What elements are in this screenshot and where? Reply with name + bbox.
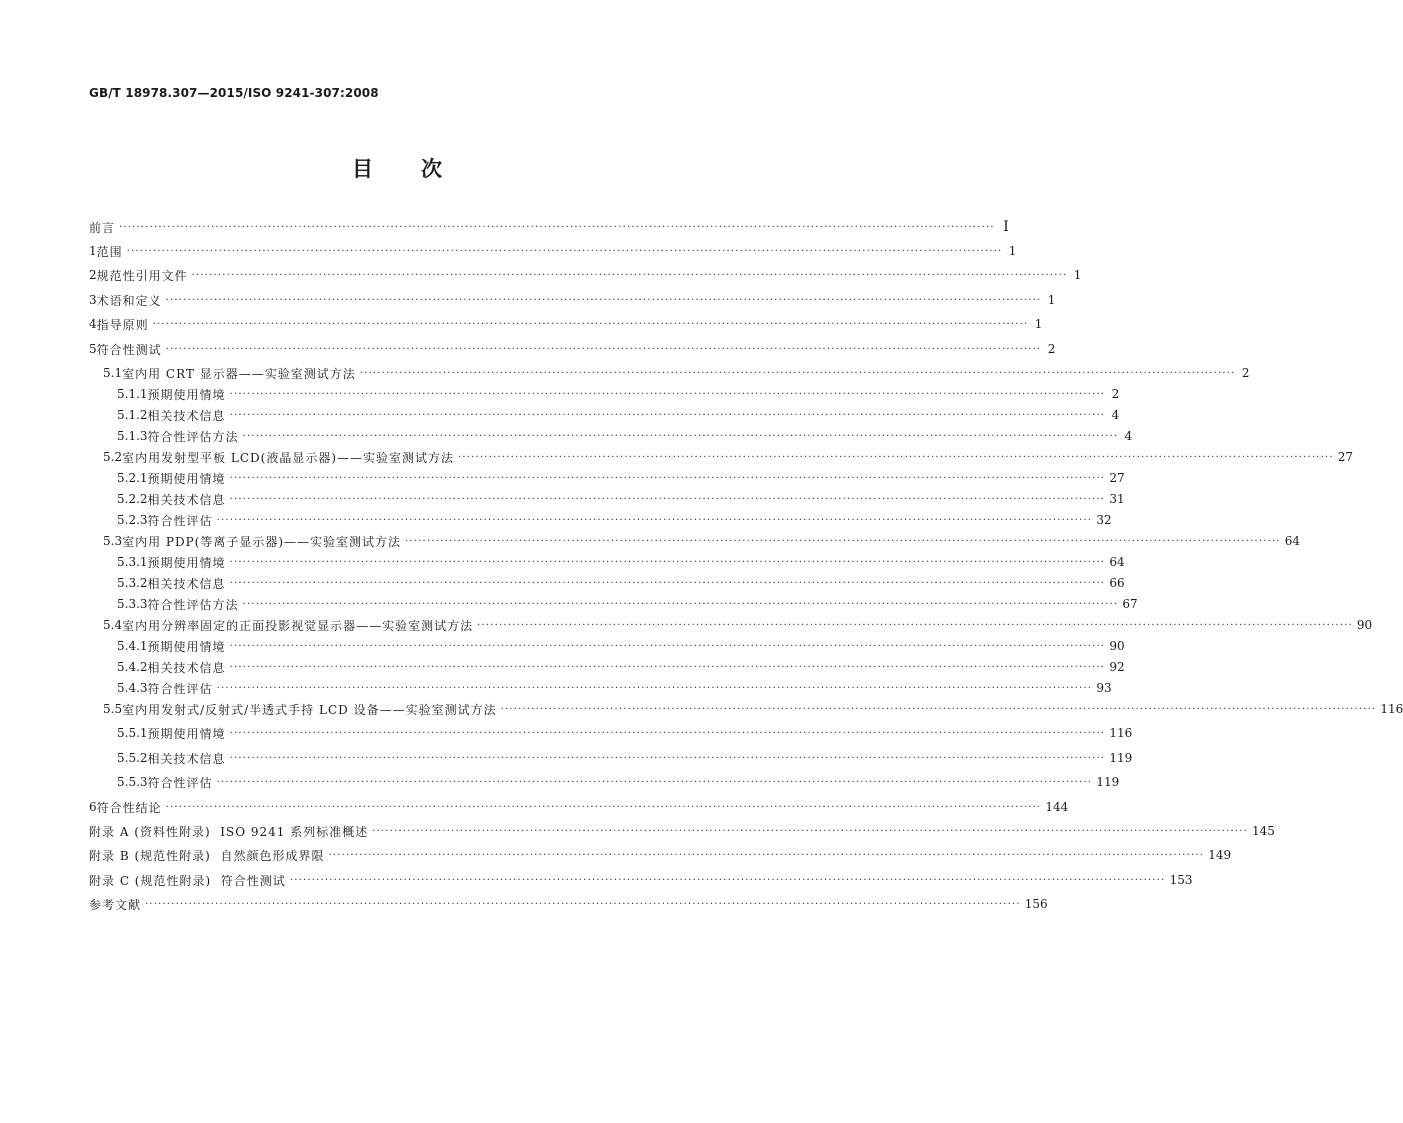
toc-entry[interactable] [117,749,1133,767]
toc-leader-dots: ········································································································································································································ [405,535,1281,547]
toc-entry-page: 27 [1109,471,1125,485]
toc-entry-number: 5.5 [103,702,123,716]
toc-entry-page: 1 [1034,317,1043,331]
toc-entry-label: 室内用分辨率固定的正面投影视觉显示器——实验室测试方法 [122,618,474,633]
toc-entry-number: 5.4 [103,618,123,632]
toc-leader-dots: ········································································································································································································ [289,874,1166,886]
toc-entry-label: 符合性评估 [147,513,213,528]
toc-leader-dots: ········································································································································································································ [328,849,1205,861]
toc-leader-dots: ········································································································································································································ [165,343,1042,355]
toc-entry-number: 5.2 [103,450,123,464]
toc-entry-page: 144 [1045,800,1069,814]
toc-entry-label: 范围 [96,244,123,259]
toc-leader-dots: ········································································································································································································ [477,619,1353,631]
toc-entry-label: 相关技术信息 [147,576,226,591]
toc-entry-page: 156 [1024,897,1048,911]
toc-leader-dots: ········································································································································································································ [216,682,1093,694]
toc-entry-label: 符合性评估 [147,775,213,790]
toc-entry-page: 119 [1109,751,1133,765]
toc-entry[interactable] [117,511,1112,529]
toc-entry[interactable] [103,616,1373,634]
toc-entry-page: 4 [1124,429,1133,443]
toc-entry-page: 1 [1047,293,1056,307]
toc-leader-dots: ········································································································································································································ [126,245,1003,257]
toc-entry-number: 5.4.2 [117,660,148,674]
toc-entry[interactable] [117,773,1120,791]
toc-entry-label: 相关技术信息 [147,492,226,507]
toc-entry-page: 31 [1109,492,1125,506]
title-part-2: 次 [421,156,442,181]
toc-leader-dots: ········································································································································································································ [152,318,1029,330]
toc-entry-number: 5.4.3 [117,681,148,695]
toc-leader-dots: ········································································································································································································ [229,493,1106,505]
toc-entry-page: 4 [1111,408,1120,422]
toc-entry-number: 5.3.2 [117,576,148,590]
toc-entry[interactable] [89,242,1017,260]
toc-entry-number: 5.5.3 [117,775,148,789]
toc-entry[interactable] [117,490,1125,508]
toc-entry-number: 5.2.3 [117,513,148,527]
toc-leader-dots: ········································································································································································································ [119,221,995,233]
toc-leader-dots: ········································································································································································································ [229,577,1106,589]
toc-entry-label: 符合性评估 [147,681,213,696]
toc-leader-dots: ········································································································································································································ [359,367,1236,379]
toc-entry-page: I [1003,219,1009,235]
toc-entry-number: 5.1.2 [117,408,148,422]
toc-entry[interactable] [117,658,1125,676]
toc-entry-page: 2 [1241,366,1250,380]
toc-entry-number: 5.1 [103,366,123,380]
toc-leader-dots: ········································································································································································································ [229,640,1106,652]
toc-entry-page: 116 [1109,726,1133,740]
toc-entry[interactable] [89,315,1043,333]
toc-entry-page: 1 [1008,244,1017,258]
toc-entry-number: 5.3.1 [117,555,148,569]
toc-entry-label: 预期使用情境 [147,387,226,402]
toc-entry-label: 指导原则 [96,317,149,332]
toc-entry[interactable] [89,871,1193,889]
toc-entry[interactable] [89,291,1056,309]
toc-entry-page: 64 [1109,555,1125,569]
toc-leader-dots: ········································································································································································································ [191,269,1068,281]
toc-entry[interactable] [89,822,1275,840]
toc-leader-dots: ········································································································································································································ [229,409,1106,421]
toc-entry-number: 5 [89,342,97,356]
toc-entry[interactable] [117,679,1112,697]
toc-entry-number: 3 [89,293,97,307]
toc-entry-number: 5.5.2 [117,751,148,765]
toc-entry-label: 室内用发射式/反射式/半透式手持 LCD 设备——实验室测试方法 [122,702,497,717]
toc-entry-label: 附录 B (规范性附录) 自然颜色形成界限 [89,848,325,863]
toc-entry-number: 5.4.1 [117,639,148,653]
toc-entry[interactable] [103,448,1354,466]
toc-entry-label: 参考文献 [89,897,142,912]
toc-entry-page: 93 [1096,681,1112,695]
toc-entry-label: 符合性评估方法 [147,597,239,612]
toc-entry-page: 90 [1356,618,1373,632]
toc-leader-dots: ········································································································································································································ [145,898,1021,910]
toc-entry-page: 90 [1109,639,1125,653]
toc-leader-dots: ········································································································································································································ [165,294,1042,306]
toc-leader-dots: ········································································································································································································ [229,388,1106,400]
toc-leader-dots: ········································································································································································································ [229,661,1106,673]
toc-entry[interactable] [89,798,1069,816]
toc-entry[interactable] [89,340,1056,358]
toc-entry-number: 1 [89,244,97,258]
toc-entry-label: 预期使用情境 [147,639,226,654]
toc-entry-label: 室内用 CRT 显示器——实验室测试方法 [122,366,356,381]
toc-entry[interactable] [89,895,1048,913]
toc-leader-dots: ········································································································································································································ [229,472,1106,484]
toc-entry-page: 145 [1252,824,1275,838]
toc-entry-number: 5.1.1 [117,387,148,401]
toc-leader-dots: ········································································································································································································ [500,703,1377,715]
toc-entry-label: 符合性结论 [96,800,162,815]
toc-leader-dots: ········································································································································································································ [242,430,1119,442]
toc-entry-label: 前言 [89,220,116,235]
toc-entry-number: 4 [89,317,97,331]
toc-entry[interactable] [89,218,1009,236]
toc-entry-page: 1 [1073,268,1082,282]
toc-entry[interactable] [103,700,1403,718]
toc-entry-label: 预期使用情境 [147,471,226,486]
toc-entry-number: 5.3 [103,534,123,548]
toc-entry[interactable] [117,574,1125,592]
toc-entry-number: 5.5.1 [117,726,148,740]
toc-entry-label: 预期使用情境 [147,555,226,570]
toc-entry[interactable] [103,364,1250,382]
toc-entry-label: 规范性引用文件 [96,268,188,283]
toc-entry[interactable] [117,469,1125,487]
toc-entry-label: 相关技术信息 [147,408,226,423]
toc-entry[interactable] [117,637,1125,655]
toc-leader-dots: ········································································································································································································ [372,825,1249,837]
toc-leader-dots: ········································································································································································································ [229,556,1106,568]
page-title [0,153,794,183]
toc-entry-label: 预期使用情境 [147,726,226,741]
toc-entry[interactable] [103,532,1301,550]
toc-entry-page: 67 [1122,597,1138,611]
toc-entry-number: 5.3.3 [117,597,148,611]
toc-entry-label: 室内用发射型平板 LCD(液晶显示器)——实验室测试方法 [122,450,455,465]
toc-entry-number: 5.1.3 [117,429,148,443]
toc-entry-label: 附录 A (资料性附录) ISO 9241 系列标准概述 [89,824,369,839]
toc-leader-dots: ········································································································································································································ [229,727,1106,739]
toc-entry-page: 153 [1169,873,1193,887]
toc-entry-number: 6 [89,800,97,814]
toc-entry-page: 119 [1096,775,1120,789]
toc-entry[interactable] [117,595,1138,613]
toc-entry-page: 149 [1208,848,1232,862]
toc-entry-label: 室内用 PDP(等离子显示器)——实验室测试方法 [122,534,402,549]
toc-leader-dots: ········································································································································································································ [165,801,1042,813]
toc-entry-number: 2 [89,268,97,282]
toc-entry-label: 符合性评估方法 [147,429,239,444]
toc-entry-label: 相关技术信息 [147,751,226,766]
toc-entry[interactable] [117,427,1133,445]
toc-entry-number: 5.2.1 [117,471,148,485]
toc-entry[interactable] [117,553,1125,571]
toc-entry-label: 附录 C (规范性附录) 符合性测试 [89,873,286,888]
toc-entry[interactable] [117,385,1120,403]
toc-entry-number: 5.2.2 [117,492,148,506]
toc-entry-label: 相关技术信息 [147,660,226,675]
toc-entry[interactable] [89,266,1082,284]
title-part-1: 目 [352,156,373,181]
toc-leader-dots: ········································································································································································································ [229,752,1106,764]
toc-entry-label: 符合性测试 [96,342,162,357]
toc-entry-page: 64 [1284,534,1301,548]
toc-leader-dots: ········································································································································································································ [458,451,1334,463]
toc-entry-page: 66 [1109,576,1125,590]
toc-entry[interactable] [117,724,1133,742]
toc-leader-dots: ········································································································································································································ [216,776,1093,788]
document-code: GB/T 18978.307—2015/ISO 9241-307:2008 [89,86,379,100]
toc-leader-dots: ········································································································································································································ [242,598,1119,610]
toc-leader-dots: ········································································································································································································ [216,514,1093,526]
toc-entry[interactable] [89,846,1232,864]
toc-entry-page: 92 [1109,660,1125,674]
toc-entry-page: 2 [1047,342,1056,356]
toc-entry-label: 术语和定义 [96,293,162,308]
toc-entry[interactable] [117,406,1120,424]
toc-entry-page: 2 [1111,387,1120,401]
toc-entry-page: 116 [1380,702,1403,716]
toc-entry-page: 27 [1337,450,1354,464]
toc-entry-page: 32 [1096,513,1112,527]
